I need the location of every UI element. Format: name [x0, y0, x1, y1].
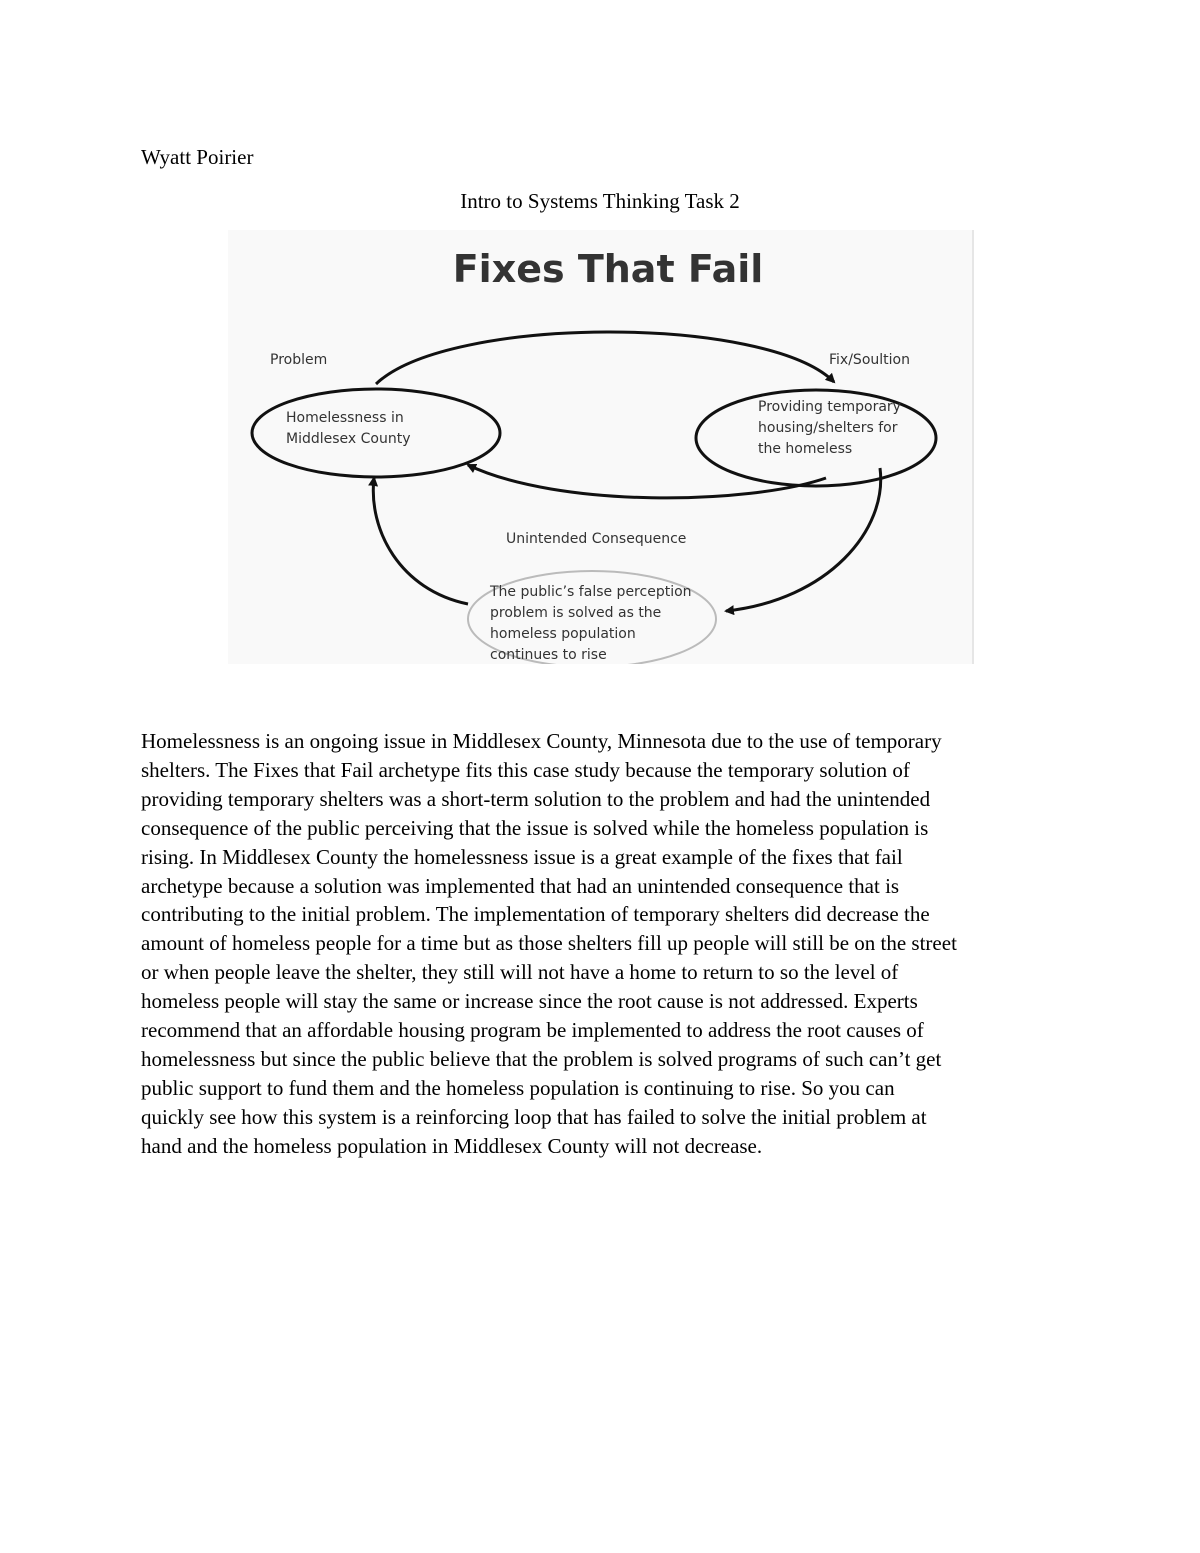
- body-line: public support to fund them and the homeless population is continuing to rise. So you can: [141, 1075, 895, 1100]
- body-line: contributing to the initial problem. The implementation of temporary shelters did decrease the: [141, 902, 930, 927]
- consequence-node-line-4: continues to rise: [490, 647, 607, 663]
- consequence-label: Unintended Consequence: [506, 531, 687, 547]
- author-name: Wyatt Poirier: [141, 145, 254, 169]
- diagram-heading: Fixes That Fail: [452, 247, 764, 291]
- problem-to-fix-arrow: [376, 332, 834, 384]
- body-line: hand and the homeless population in Middlesex County will not decrease.: [141, 1133, 763, 1158]
- fix-to-consequence-arrow: [726, 468, 881, 611]
- fix-node-line-1: Providing temporary: [758, 399, 901, 415]
- document-title: Intro to Systems Thinking Task 2: [460, 189, 740, 213]
- problem-node-line-1: Homelessness in: [286, 410, 404, 426]
- body-line: Homelessness is an ongoing issue in Middlesex County, Minnesota due to the use of temporary: [141, 729, 942, 753]
- fix-node-line-2: housing/shelters for: [758, 420, 898, 436]
- body-line: rising. In Middlesex County the homelessness issue is a great example of the fixes that fail: [141, 844, 903, 869]
- consequence-to-problem-arrow: [373, 478, 468, 604]
- body-line: recommend that an affordable housing program be implemented to address the root causes of: [141, 1018, 924, 1043]
- body-line: homelessness but since the public believe that the problem is solved programs of such can’t get: [141, 1046, 942, 1071]
- consequence-node-line-1: The public’s false perception: [490, 584, 692, 600]
- consequence-node-line-3: homeless population: [490, 626, 636, 642]
- body-paragraph: [141, 727, 1061, 1161]
- fixes-that-fail-diagram: [228, 230, 974, 664]
- problem-node-line-2: Middlesex County: [286, 431, 411, 447]
- body-line: shelters. The Fixes that Fail archetype fits this case study because the temporary solution of: [141, 757, 910, 782]
- body-line: or when people leave the shelter, they still will not have a home to return to so the level of: [141, 960, 899, 985]
- body-line: quickly see how this system is a reinforcing loop that has failed to solve the initial problem at: [141, 1104, 927, 1129]
- consequence-node-line-2: problem is solved as the: [490, 605, 662, 621]
- body-line: amount of homeless people for a time but as those shelters fill up people will still be on the street: [141, 931, 957, 956]
- fix-node-line-3: the homeless: [758, 441, 853, 457]
- fix-label: Fix/Soultion: [829, 352, 910, 368]
- body-line: providing temporary shelters was a short-term solution to the problem and had the unintended: [141, 786, 931, 811]
- body-line: consequence of the public perceiving that the issue is solved while the homeless population is: [141, 815, 929, 840]
- body-line: archetype because a solution was implemented that had an unintended consequence that is: [141, 873, 900, 898]
- problem-label: Problem: [270, 352, 328, 368]
- body-line: homeless people will stay the same or increase since the root cause is not addressed. Experts: [141, 989, 918, 1014]
